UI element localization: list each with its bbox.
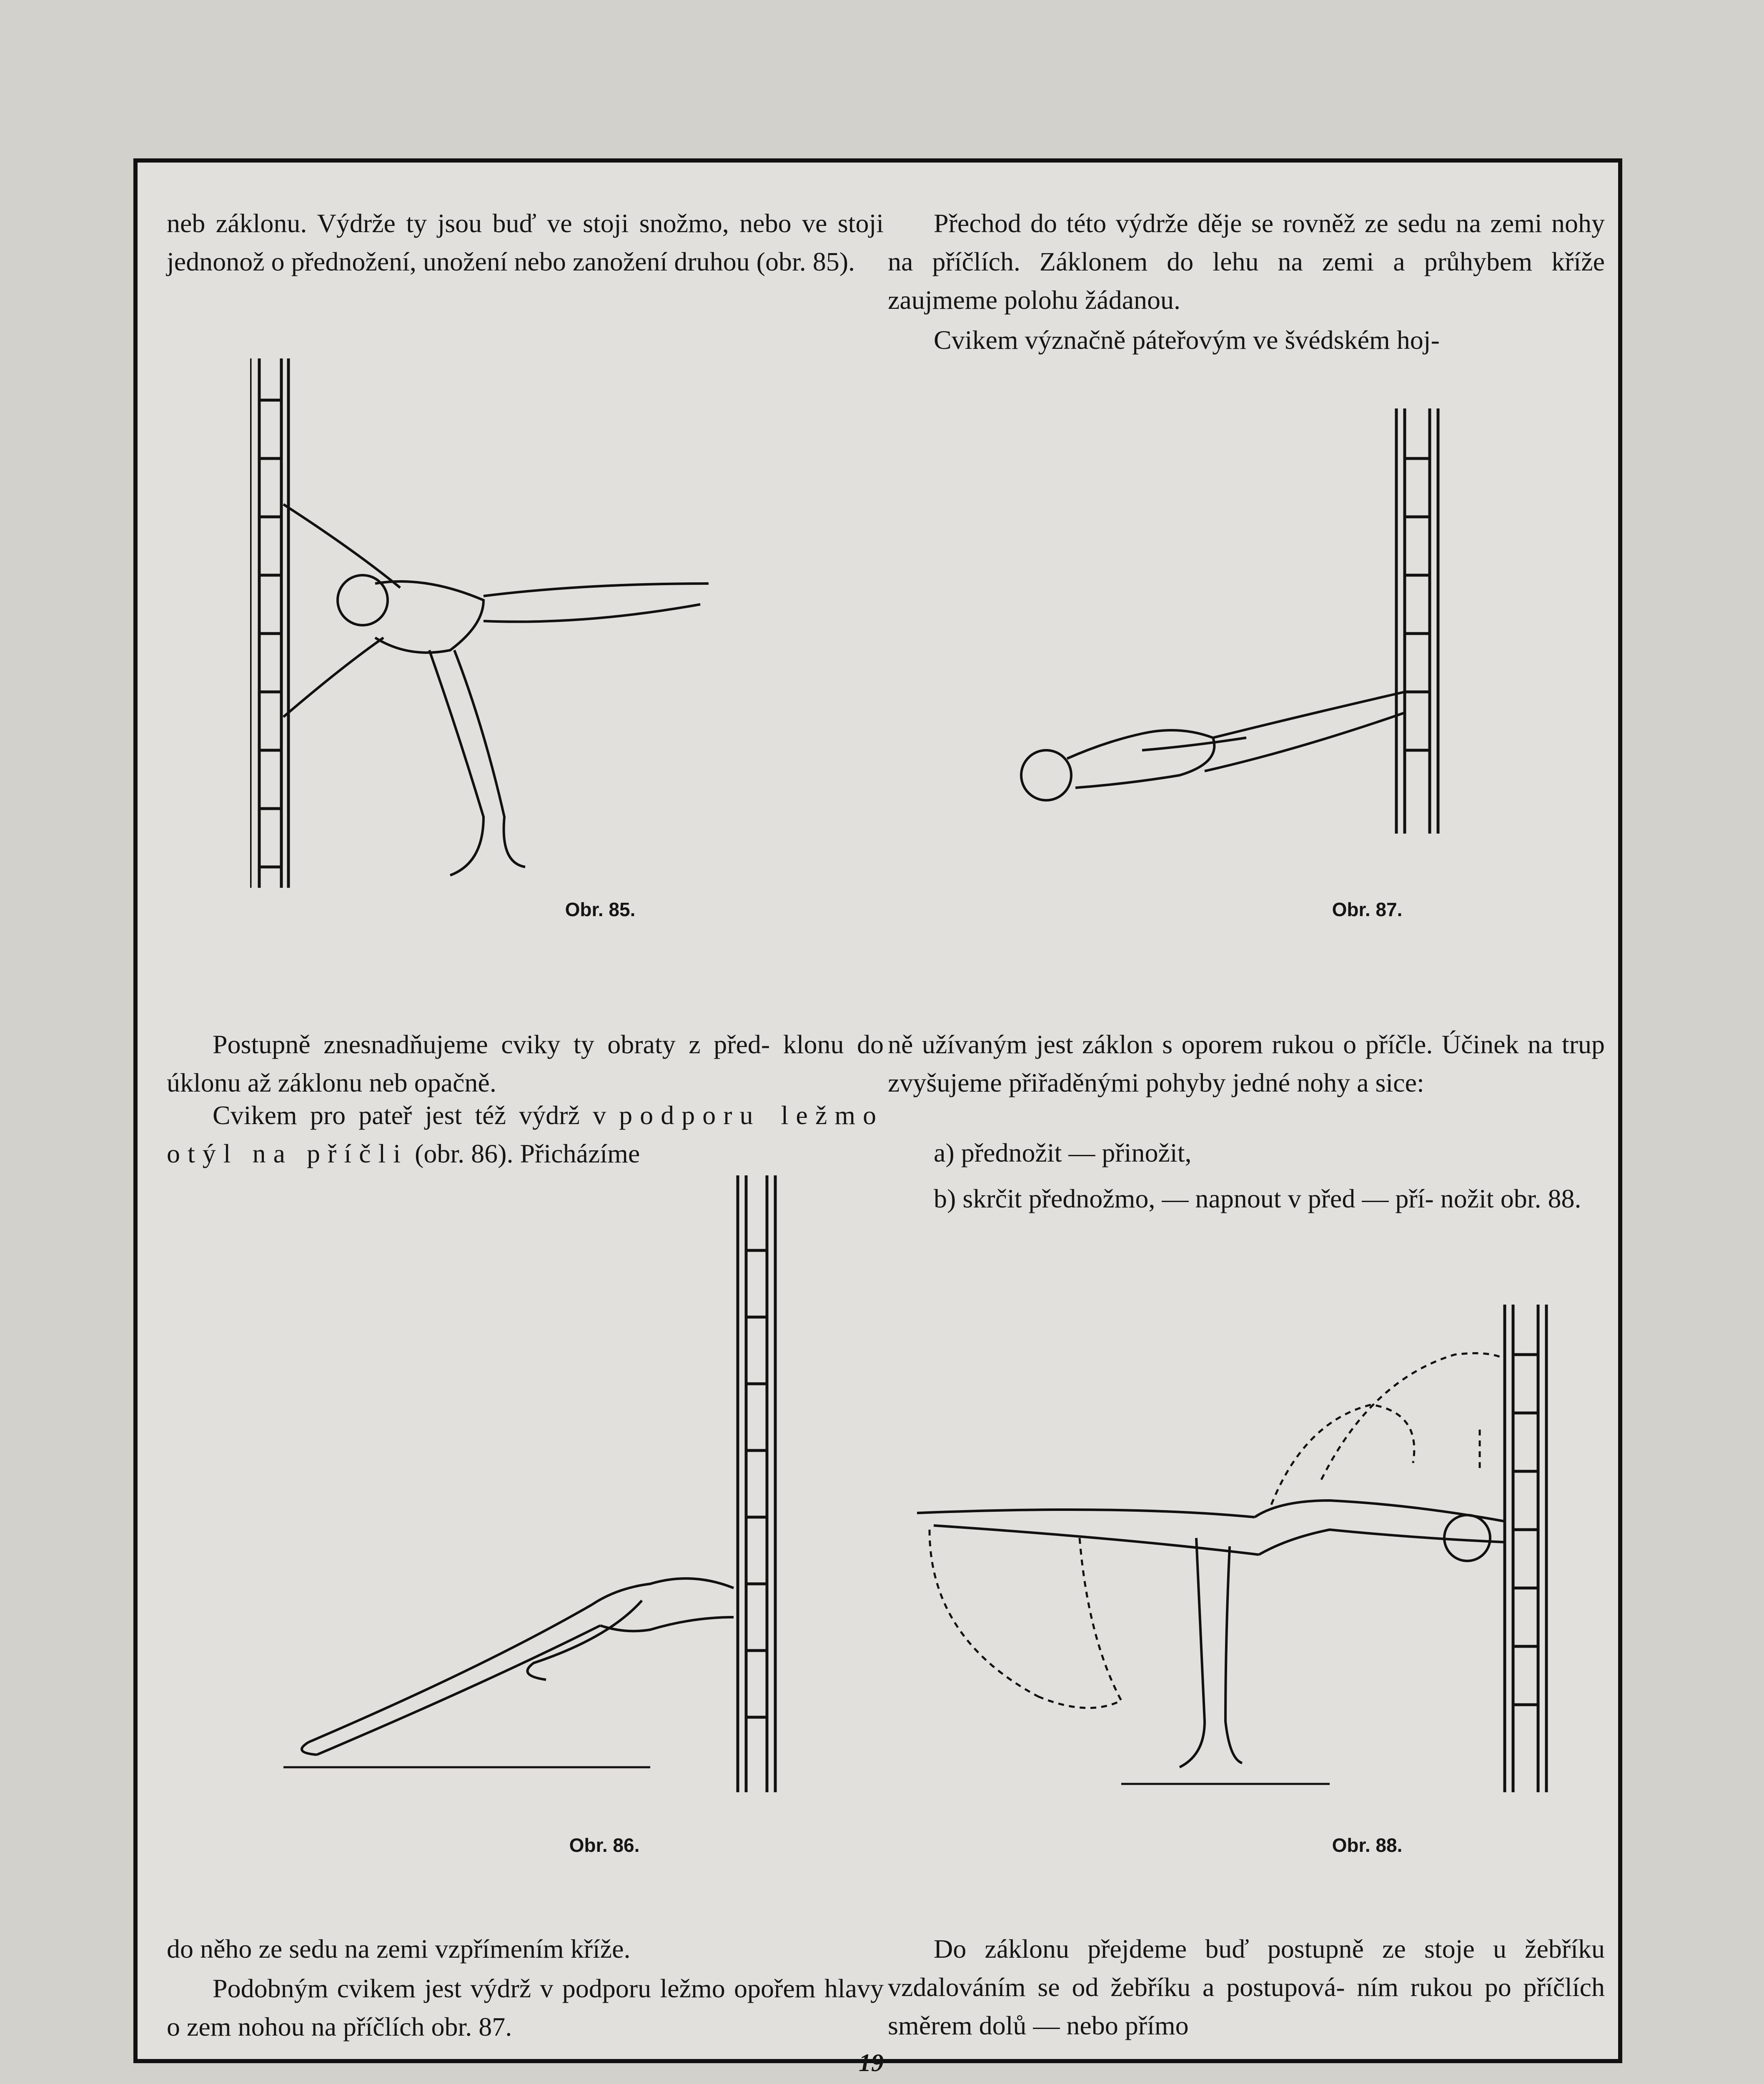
figure-86-caption: Obr. 86.	[569, 1834, 640, 1856]
right-list-item-a: a) přednožit — přinožit,	[934, 1138, 1192, 1167]
left-paragraph-3	[167, 1096, 884, 1173]
left-paragraph-3-end: (obr. 86). Přicházíme	[408, 1139, 640, 1168]
figure-87	[1005, 408, 1567, 875]
figure-88-caption: Obr. 88.	[1332, 1834, 1403, 1856]
figure-85	[250, 350, 834, 900]
right-paragraph-4: Do záklonu přejdeme buď postupně ze stoje u žebříku vzdalováním se od žebříku a postupová- ním rukou po příčlích směrem dolů — nebo přímo	[888, 1934, 1605, 2040]
figure-86-drawing	[275, 1175, 859, 1826]
right-list-item-b: b) skrčit přednožmo, — napnout v před — pří- nožit obr. 88.	[934, 1184, 1581, 1213]
figure-88	[913, 1305, 1596, 1821]
left-paragraph-5: Podobným cvikem jest výdrž v podporu ležmo opořem hlavy o zem nohou na příčlích obr. 87.	[167, 1974, 884, 2041]
figure-87-caption: Obr. 87.	[1332, 899, 1403, 920]
left-paragraph-4: do něho ze sedu na zemi vzpřímením kříže.	[167, 1934, 631, 1964]
figure-88-drawing	[913, 1305, 1596, 1821]
right-paragraph-3: ně užívaným jest záklon s oporem rukou o příčle. Účinek na trup zvyšujeme přiřaděnými pohyby jedné nohy a sice:	[888, 1029, 1605, 1097]
page-number: 19	[859, 2049, 884, 2076]
right-paragraph-1: Přechod do této výdrže děje se rovněž ze sedu na zemi nohy na příčlích. Záklonem do lehu na zemi a průhybem kříže zaujmeme polohu žádanou.	[888, 208, 1605, 315]
left-paragraph-3-spaced: podporu ležmo otýl na příčli	[167, 1100, 884, 1168]
figure-86	[275, 1175, 859, 1826]
figure-87-drawing	[1005, 408, 1567, 875]
figure-85-caption: Obr. 85.	[565, 899, 636, 920]
figure-85-drawing	[250, 350, 834, 900]
right-paragraph-2: Cvikem význačně páteřovým ve švédském hoj-	[934, 325, 1440, 355]
left-paragraph-1: neb záklonu. Výdrže ty jsou buď ve stoji snožmo, nebo ve stoji jednonož o přednožení, unožení nebo zanožení druhou (obr. 85).	[167, 208, 884, 276]
left-paragraph-3-start: Cvikem pro pateř jest též výdrž v	[213, 1100, 619, 1130]
page-frame	[133, 158, 1622, 2063]
left-paragraph-2: Postupně znesnadňujeme cviky ty obraty z před- klonu do úklonu až záklonu neb opačně.	[167, 1029, 884, 1097]
